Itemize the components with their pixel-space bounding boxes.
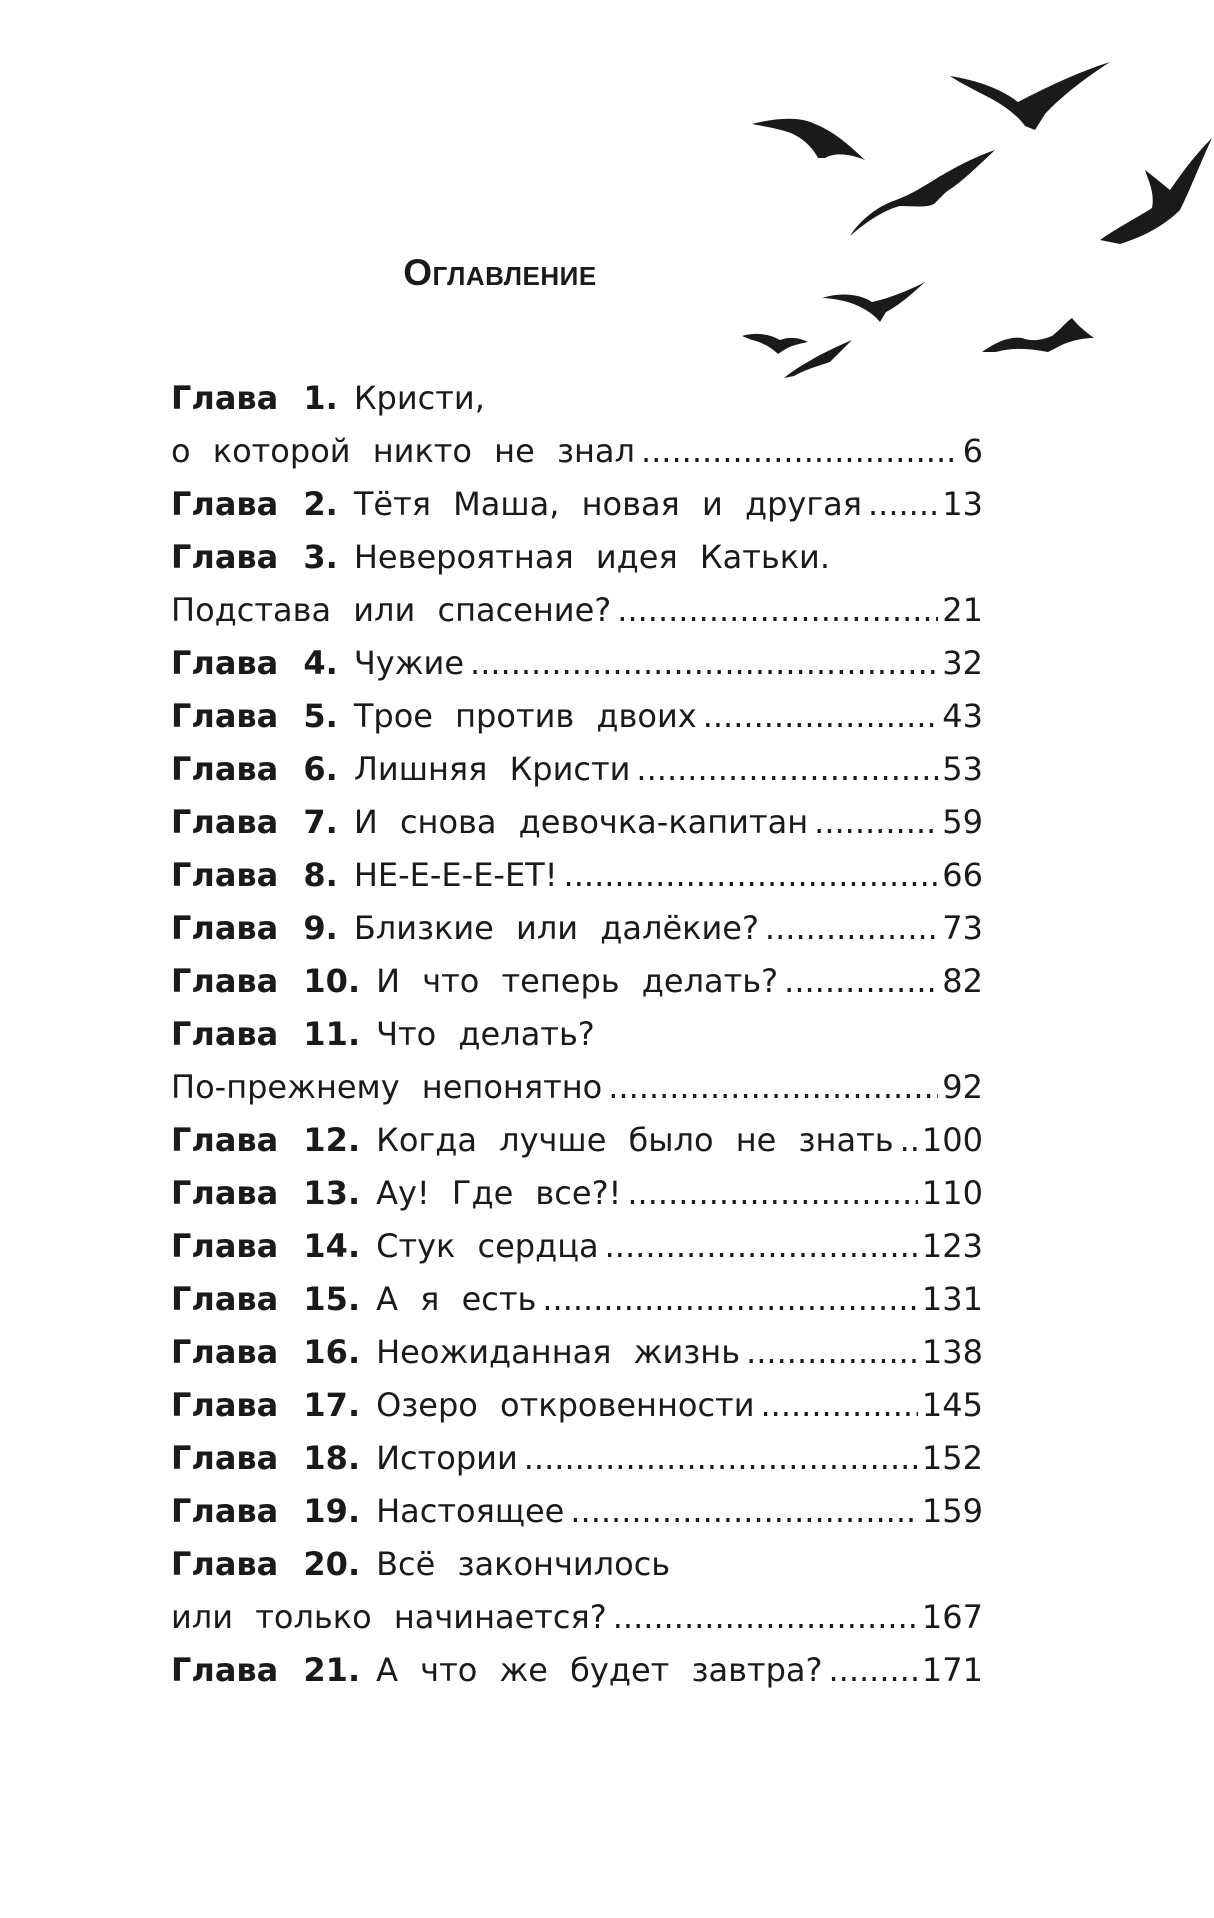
page-number: 59 xyxy=(942,803,983,841)
dot-leader xyxy=(617,584,938,637)
dot-leader xyxy=(524,1432,918,1485)
page-number: 100 xyxy=(921,1121,983,1159)
toc-entry-line xyxy=(171,531,983,584)
chapter-label: Глава 14. xyxy=(171,1227,361,1265)
chapter-title: И что теперь делать? xyxy=(376,962,779,1000)
toc-entry-line xyxy=(171,1591,983,1644)
chapter-label: Глава 3. xyxy=(171,538,338,576)
toc-entry-line xyxy=(171,1167,983,1220)
toc-entry-line xyxy=(171,849,983,902)
page-number: 138 xyxy=(921,1333,983,1371)
page-number: 43 xyxy=(942,697,983,735)
toc-entry-line xyxy=(171,637,983,690)
chapter-title: Ау! Где все?! xyxy=(376,1174,622,1212)
page-title: Оглавление xyxy=(403,252,597,293)
flock-of-birds-icon xyxy=(700,40,1214,380)
chapter-title: Когда лучше было не знать xyxy=(376,1121,894,1159)
toc-entry-line xyxy=(171,1432,983,1485)
chapter-title: Настоящее xyxy=(376,1492,565,1530)
chapter-label: Глава 21. xyxy=(171,1651,361,1689)
dot-leader xyxy=(564,849,939,902)
toc-entry-line xyxy=(171,1485,983,1538)
chapter-title: или только начинается? xyxy=(171,1598,607,1636)
toc-entry-line xyxy=(171,902,983,955)
dot-leader xyxy=(570,1485,918,1538)
page-number: 167 xyxy=(921,1598,983,1636)
page-number: 82 xyxy=(942,962,983,1000)
toc-entry-line xyxy=(171,690,983,743)
chapter-title: А я есть xyxy=(376,1280,537,1318)
chapter-title: Озеро откровенности xyxy=(376,1386,755,1424)
toc-entry-line xyxy=(171,1273,983,1326)
page-number: 66 xyxy=(942,856,983,894)
chapter-label: Глава 10. xyxy=(171,962,361,1000)
page-number: 92 xyxy=(942,1068,983,1106)
chapter-label: Глава 9. xyxy=(171,909,338,947)
toc-entry-line xyxy=(171,478,983,531)
chapter-title: Лишняя Кристи xyxy=(353,750,631,788)
page-number: 145 xyxy=(921,1386,983,1424)
toc-entry-line xyxy=(171,1008,983,1061)
page-number: 171 xyxy=(921,1651,983,1689)
chapter-title: НЕ-Е-Е-Е-ЕТ! xyxy=(353,856,558,894)
toc-entry-line xyxy=(171,1644,983,1697)
page-number: 32 xyxy=(942,644,983,682)
toc-entry-line xyxy=(171,425,983,478)
chapter-label: Глава 8. xyxy=(171,856,338,894)
chapter-title: Трое против двоих xyxy=(353,697,697,735)
chapter-label: Глава 17. xyxy=(171,1386,361,1424)
page-number: 53 xyxy=(942,750,983,788)
chapter-title: И снова девочка-капитан xyxy=(353,803,809,841)
toc-entry-line xyxy=(171,955,983,1008)
dot-leader xyxy=(542,1273,918,1326)
table-of-contents xyxy=(171,372,983,1697)
chapter-title: Неожиданная жизнь xyxy=(376,1333,741,1371)
chapter-label: Глава 20. xyxy=(171,1545,361,1583)
chapter-label: Глава 15. xyxy=(171,1280,361,1318)
toc-entry-line xyxy=(171,1061,983,1114)
dot-leader xyxy=(900,1114,918,1167)
dot-leader xyxy=(636,743,938,796)
chapter-label: Глава 6. xyxy=(171,750,338,788)
page-number: 152 xyxy=(921,1439,983,1477)
chapter-label: Глава 7. xyxy=(171,803,338,841)
dot-leader xyxy=(746,1326,918,1379)
dot-leader xyxy=(613,1591,918,1644)
chapter-title: Тётя Маша, новая и другая xyxy=(353,485,862,523)
chapter-title: Стук сердца xyxy=(376,1227,599,1265)
toc-entry-line xyxy=(171,1326,983,1379)
page-number: 6 xyxy=(962,432,983,470)
chapter-label: Глава 4. xyxy=(171,644,338,682)
dot-leader xyxy=(814,796,938,849)
chapter-title: А что же будет завтра? xyxy=(376,1651,823,1689)
chapter-label: Глава 1. xyxy=(171,379,338,417)
chapter-title: По-прежнему непонятно xyxy=(171,1068,603,1106)
dot-leader xyxy=(470,637,938,690)
toc-entry-line xyxy=(171,584,983,637)
chapter-label: Глава 12. xyxy=(171,1121,361,1159)
page-number: 110 xyxy=(921,1174,983,1212)
dot-leader xyxy=(868,478,938,531)
chapter-title: Чужие xyxy=(353,644,465,682)
dot-leader xyxy=(605,1220,918,1273)
chapter-label: Глава 18. xyxy=(171,1439,361,1477)
chapter-label: Глава 19. xyxy=(171,1492,361,1530)
dot-leader xyxy=(608,1061,938,1114)
page-number: 131 xyxy=(921,1280,983,1318)
dot-leader xyxy=(784,955,938,1008)
toc-entry-line xyxy=(171,1379,983,1432)
dot-leader xyxy=(703,690,939,743)
chapter-label: Глава 16. xyxy=(171,1333,361,1371)
chapter-title: Что делать? xyxy=(376,1015,595,1053)
toc-entry-line xyxy=(171,1538,983,1591)
page-number: 159 xyxy=(921,1492,983,1530)
chapter-title: Истории xyxy=(376,1439,518,1477)
page-number: 73 xyxy=(942,909,983,947)
chapter-label: Глава 11. xyxy=(171,1015,361,1053)
chapter-title: Невероятная идея Катьки. xyxy=(353,538,831,576)
chapter-title: Близкие или далёкие? xyxy=(353,909,759,947)
page-number: 13 xyxy=(942,485,983,523)
page-number: 21 xyxy=(942,591,983,629)
page-number: 123 xyxy=(921,1227,983,1265)
dot-leader xyxy=(627,1167,918,1220)
chapter-label: Глава 5. xyxy=(171,697,338,735)
toc-entry-line xyxy=(171,1220,983,1273)
chapter-title: Всё закончилось xyxy=(376,1545,671,1583)
dot-leader xyxy=(828,1644,917,1697)
dot-leader xyxy=(641,425,959,478)
chapter-title: о которой никто не знал xyxy=(171,432,635,470)
dot-leader xyxy=(760,1379,917,1432)
toc-entry-line xyxy=(171,796,983,849)
toc-entry-line xyxy=(171,743,983,796)
chapter-label: Глава 2. xyxy=(171,485,338,523)
chapter-title: Подстава или спасение? xyxy=(171,591,612,629)
toc-entry-line xyxy=(171,372,983,425)
dot-leader xyxy=(765,902,938,955)
chapter-label: Глава 13. xyxy=(171,1174,361,1212)
toc-entry-line xyxy=(171,1114,983,1167)
chapter-title: Кристи, xyxy=(353,379,485,417)
